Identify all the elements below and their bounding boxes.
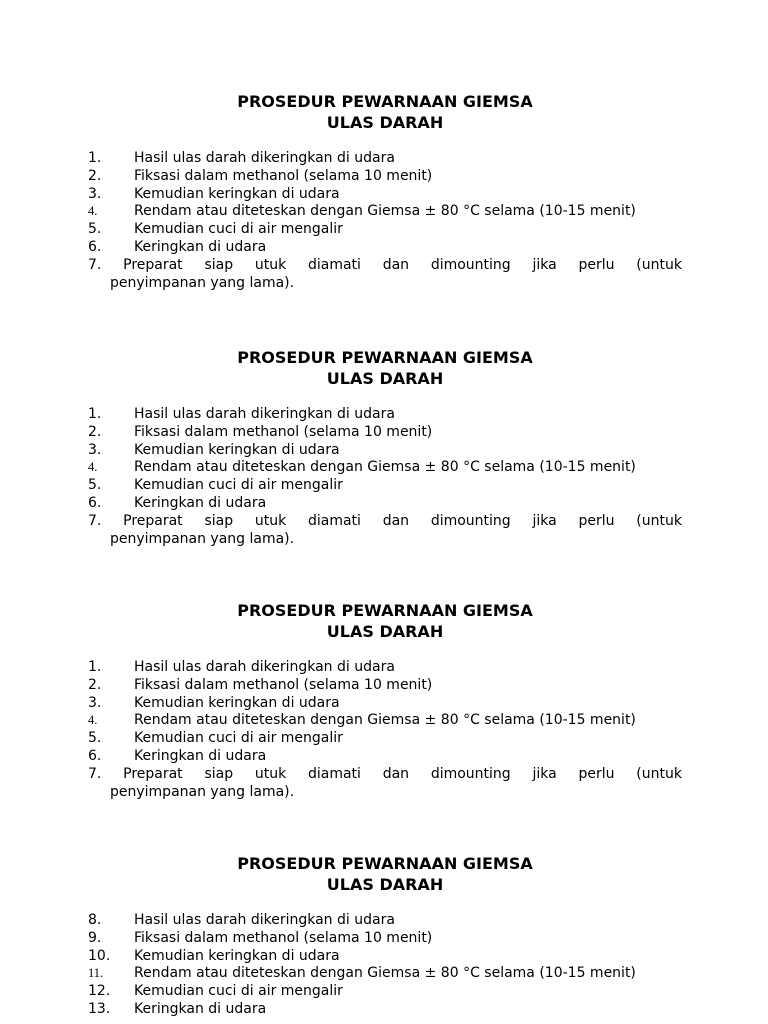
step-text: Kemudian keringkan di udara: [134, 185, 340, 202]
step-continuation: penyimpanan yang lama).: [110, 783, 295, 800]
step-list: [88, 912, 682, 1019]
list-item: [88, 748, 682, 766]
step-number: 9.: [88, 929, 102, 946]
step-text: Fiksasi dalam methanol (selama 10 menit): [134, 167, 433, 184]
step-continuation: penyimpanan yang lama).: [110, 530, 295, 547]
step-number: 4.: [88, 713, 98, 728]
step-number: 4.: [88, 460, 98, 475]
step-text: Kemudian keringkan di udara: [134, 694, 340, 711]
step-number: 6.: [88, 238, 102, 255]
list-item: [88, 221, 682, 239]
step-word: siap: [204, 512, 234, 529]
step-text: Rendam atau diteteskan dengan Giemsa ± 80 °C selama (10-15 menit): [134, 712, 636, 729]
step-number: 3.: [88, 441, 102, 458]
step-list: [88, 406, 682, 548]
step-word: (untuk: [636, 512, 682, 529]
section-subtitle: ULAS DARAH: [326, 875, 444, 894]
step-number: 6.: [88, 747, 102, 764]
step-word: perlu: [578, 512, 615, 529]
step-line: [88, 513, 682, 531]
section-title: PROSEDUR PEWARNAAN GIEMSA: [237, 348, 533, 367]
step-continuation: penyimpanan yang lama).: [110, 274, 295, 291]
step-number: 4.: [88, 204, 98, 219]
step-list: [88, 150, 682, 292]
procedure-section-4: [88, 853, 682, 1019]
step-number: 8.: [88, 912, 102, 928]
list-item: [88, 257, 682, 293]
step-text: Kemudian cuci di air mengalir: [134, 221, 343, 238]
step-text: Kemudian keringkan di udara: [134, 441, 340, 458]
step-number: 7.: [88, 256, 102, 273]
procedure-section-2: [88, 347, 682, 548]
step-number: 5.: [88, 730, 102, 747]
step-text: Hasil ulas darah dikeringkan di udara: [134, 150, 395, 166]
step-text: Kemudian cuci di air mengalir: [134, 730, 343, 747]
step-word: (untuk: [636, 256, 682, 273]
step-word: dan: [382, 765, 410, 782]
list-item: [88, 406, 682, 424]
list-item: [88, 730, 682, 748]
step-text: Fiksasi dalam methanol (selama 10 menit): [134, 929, 433, 946]
step-word: siap: [204, 256, 234, 273]
step-line: [88, 257, 682, 275]
list-item: [88, 695, 682, 713]
step-word: Preparat: [123, 765, 183, 782]
section-subtitle: ULAS DARAH: [326, 622, 444, 641]
step-number: 2.: [88, 676, 102, 693]
step-word: dan: [382, 512, 410, 529]
list-item: [88, 203, 682, 221]
step-number: 12.: [88, 983, 111, 1000]
step-list: [88, 659, 682, 801]
list-item: [88, 168, 682, 186]
list-item: [88, 477, 682, 495]
list-item: [88, 766, 682, 802]
step-word: dimounting: [430, 765, 511, 782]
list-item: [88, 930, 682, 948]
step-number: 2.: [88, 423, 102, 440]
step-number: 11.: [88, 966, 104, 981]
list-item: [88, 965, 682, 983]
step-text: Keringkan di udara: [134, 238, 267, 255]
step-word: jika: [532, 256, 557, 273]
section-subtitle: ULAS DARAH: [326, 113, 444, 132]
step-text: Keringkan di udara: [134, 747, 267, 764]
step-word: diamati: [307, 765, 361, 782]
list-item: [88, 424, 682, 442]
step-text: Hasil ulas darah dikeringkan di udara: [134, 659, 395, 675]
step-number: 1.: [88, 659, 102, 675]
section-title: PROSEDUR PEWARNAAN GIEMSA: [237, 92, 533, 111]
step-word: dimounting: [430, 512, 511, 529]
step-word: utuk: [254, 765, 287, 782]
list-item: [88, 677, 682, 695]
list-item: [88, 659, 682, 677]
step-text: Rendam atau diteteskan dengan Giemsa ± 80 °C selama (10-15 menit): [134, 203, 636, 220]
step-word: Preparat: [123, 512, 183, 529]
list-item: [88, 495, 682, 513]
step-line: [88, 766, 682, 784]
procedure-section-3: [88, 600, 682, 801]
step-text: Kemudian cuci di air mengalir: [134, 477, 343, 494]
step-word: jika: [532, 512, 557, 529]
list-item: [88, 712, 682, 730]
step-number: 7.: [88, 765, 102, 782]
list-item: [88, 150, 682, 168]
step-number: 5.: [88, 477, 102, 494]
step-text: Kemudian cuci di air mengalir: [134, 983, 343, 1000]
section-title: PROSEDUR PEWARNAAN GIEMSA: [237, 854, 533, 873]
list-item: [88, 1001, 682, 1019]
step-number: 6.: [88, 494, 102, 511]
list-item: [88, 442, 682, 460]
step-number: 10.: [88, 947, 111, 964]
step-number: 1.: [88, 150, 102, 166]
step-text: Keringkan di udara: [134, 494, 267, 511]
procedure-section-1: [88, 91, 682, 292]
step-word: utuk: [254, 512, 287, 529]
list-item: [88, 912, 682, 930]
step-word: utuk: [254, 256, 287, 273]
step-number: 3.: [88, 694, 102, 711]
list-item: [88, 186, 682, 204]
step-word: dan: [382, 256, 410, 273]
step-word: jika: [532, 765, 557, 782]
step-number: 13.: [88, 1000, 111, 1017]
list-item: [88, 239, 682, 257]
step-word: dimounting: [430, 256, 511, 273]
step-word: siap: [204, 765, 234, 782]
list-item: [88, 983, 682, 1001]
step-number: 5.: [88, 221, 102, 238]
step-text: Fiksasi dalam methanol (selama 10 menit): [134, 423, 433, 440]
step-number: 7.: [88, 512, 102, 529]
step-word: diamati: [307, 256, 361, 273]
list-item: [88, 459, 682, 477]
list-item: [88, 513, 682, 549]
step-text: Keringkan di udara: [134, 1000, 267, 1017]
step-word: Preparat: [123, 256, 183, 273]
step-number: 2.: [88, 167, 102, 184]
step-word: diamati: [307, 512, 361, 529]
step-text: Rendam atau diteteskan dengan Giemsa ± 80 °C selama (10-15 menit): [134, 965, 636, 982]
step-word: (untuk: [636, 765, 682, 782]
step-word: perlu: [578, 256, 615, 273]
section-subtitle: ULAS DARAH: [326, 369, 444, 388]
step-text: Hasil ulas darah dikeringkan di udara: [134, 912, 395, 928]
step-word: perlu: [578, 765, 615, 782]
list-item: [88, 948, 682, 966]
step-number: 1.: [88, 406, 102, 422]
section-title: PROSEDUR PEWARNAAN GIEMSA: [237, 601, 533, 620]
step-text: Hasil ulas darah dikeringkan di udara: [134, 406, 395, 422]
step-text: Kemudian keringkan di udara: [134, 947, 340, 964]
step-text: Fiksasi dalam methanol (selama 10 menit): [134, 676, 433, 693]
step-number: 3.: [88, 185, 102, 202]
step-text: Rendam atau diteteskan dengan Giemsa ± 80 °C selama (10-15 menit): [134, 459, 636, 476]
